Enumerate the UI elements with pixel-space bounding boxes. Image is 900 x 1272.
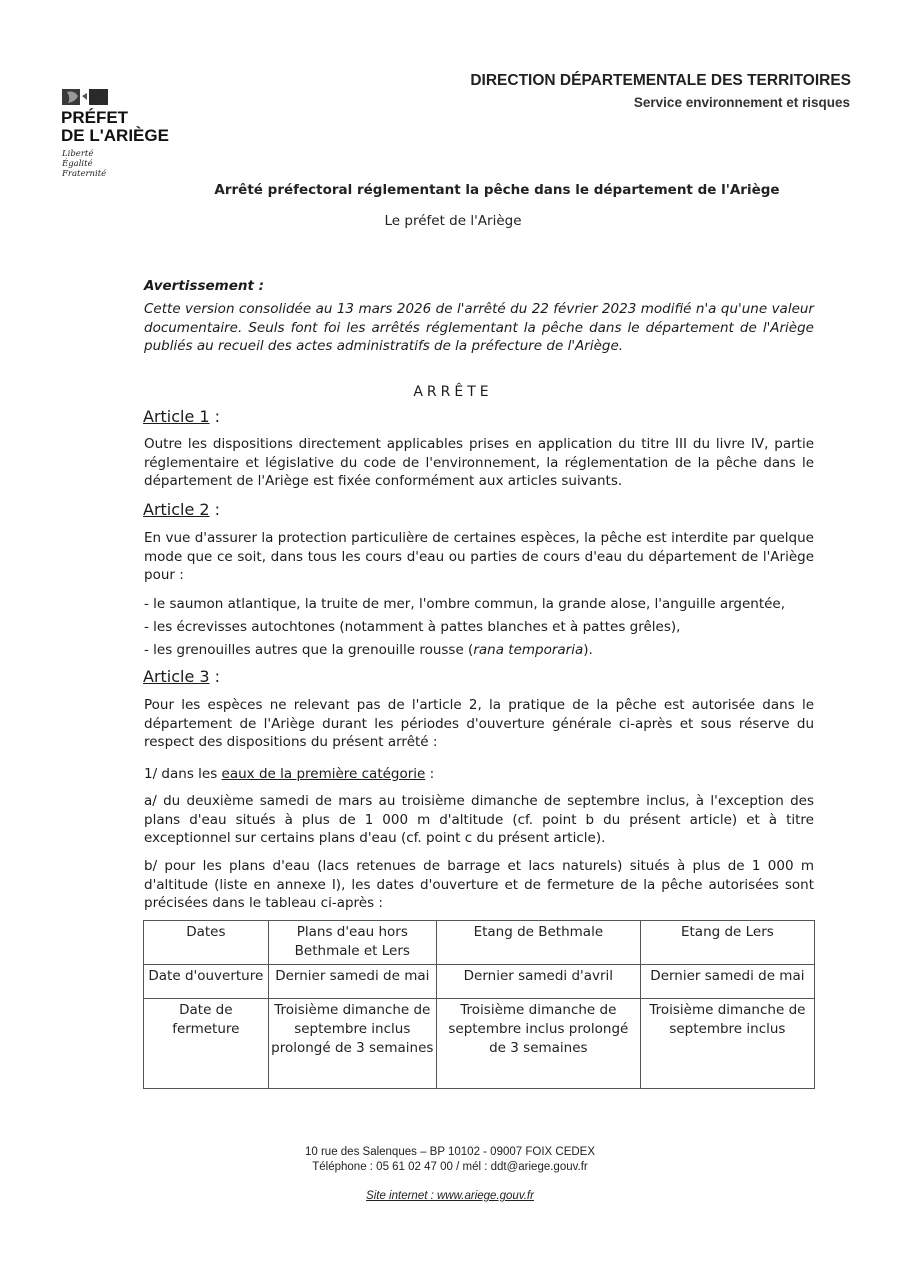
article-2-item-1: - le saumon atlantique, la truite de mer, l'ombre commun, la grande alose, l'anguille argentée, [144,596,786,612]
motto-fraternite: Fraternité [62,169,107,179]
prefet-logo-name [61,109,169,145]
table-cell: Dernier samedi d'avril [436,965,640,999]
table-cell: Date d'ouverture [144,965,269,999]
footer-website-link[interactable]: Site internet : www.ariege.gouv.fr [366,1190,534,1202]
article-2-colon: : [209,500,221,519]
arrete-heading: ARRÊTE [413,384,493,400]
item-3-pre: - les grenouilles autres que la grenouille rousse ( [144,642,474,658]
warning-text: Cette version consolidée au 13 mars 2026 de l'arrêté du 22 février 2023 modifié n'a qu'une valeur documentaire. Seuls font foi les arrêtés réglementant la pêche dans le département de l'Ariège publiés au recueil des actes administratifs de la préfecture de l'Ariège. [144,301,814,354]
logo-name-line1: PRÉFET [61,108,129,127]
table-header-row [144,921,815,965]
point-1-pre: 1/ dans les [144,766,222,782]
article-3-label: Article 3 [143,667,210,686]
article-2-intro: En vue d'assurer la protection particulière de certaines espèces, la pêche est interdite par quelque mode que ce soit, dans tous les cours d'eau ou parties de cours d'eau du département de l'Ariège pour : [144,530,814,583]
republic-motto [62,149,106,179]
article-1-heading [143,408,220,426]
direction-heading: DIRECTION DÉPARTEMENTALE DES TERRITOIRES [470,72,851,89]
footer-address: 10 rue des Salenques – BP 10102 - 09007 FOIX CEDEX [304,1146,596,1158]
article-3-colon: : [209,667,221,686]
table-header-cell: Plans d'eau hors Bethmale et Lers [268,921,436,965]
footer-contact: Téléphone : 05 61 02 47 00 / mél : ddt@ariege.gouv.fr [312,1161,588,1173]
article-2-heading [143,501,220,519]
point-1-category: eaux de la première catégorie [221,766,426,782]
table-row [144,999,815,1089]
table-header-cell: Dates [144,921,269,965]
article-1-colon: : [209,407,221,426]
point-1-post: : [425,766,435,782]
motto-liberte: Liberté [62,149,94,159]
article-3-point-a: a/ du deuxième samedi de mars au troisième dimanche de septembre inclus, à l'exception des plans d'eau situés à plus de 1 000 m d'altitude (cf. point b du présent article) et à titre exceptionnel sur certains plans d'eau (cf. point c du présent article). [144,793,814,846]
document-title: Arrêté préfectoral réglementant la pêche dans le département de l'Ariège [214,182,780,198]
article-3-intro: Pour les espèces ne relevant pas de l'article 2, la pratique de la pêche est autorisée dans le département de l'Ariège durant les périodes d'ouverture générale ci-après et sous réserve du respect des dispositions du présent arrêté : [144,697,814,750]
article-1-text: Outre les dispositions directement applicables prises en application du titre III du livre IV, partie réglementaire et législative du code de l'environnement, la réglementation de la pêche dans le département de l'Ariège est fixée conformément aux articles suivants. [144,436,814,489]
marianne-logo-icon [62,88,108,106]
motto-egalite: Égalité [62,159,93,169]
warning-title: Avertissement : [144,278,265,294]
table-row [144,965,815,999]
prefect-line: Le préfet de l'Ariège [384,213,522,229]
item-3-species: rana temporaria [473,642,584,658]
article-3-point-1 [144,765,434,784]
article-3-heading [143,668,220,686]
article-2-label: Article 2 [143,500,210,519]
table-cell: Dernier samedi de mai [640,965,814,999]
table-cell: Troisième dimanche de septembre inclus [640,999,814,1089]
table-cell: Date de fermeture [144,999,269,1089]
table-cell: Dernier samedi de mai [268,965,436,999]
service-heading: Service environnement et risques [633,95,850,110]
article-3-point-b: b/ pour les plans d'eau (lacs retenues de barrage et lacs naturels) situés à plus de 1 000 m d'altitude (liste en annexe I), les dates d'ouverture et de fermeture de la pêche autorisées sont précisées dans le tableau ci-après : [144,858,814,911]
article-2-item-2: - les écrevisses autochtones (notamment à pattes blanches et à pattes grêles), [144,619,681,635]
table-header-cell: Etang de Bethmale [436,921,640,965]
logo-name-line2: DE L'ARIÈGE [61,126,169,145]
table-cell: Troisième dimanche de septembre inclus prolongé de 3 semaines [268,999,436,1089]
article-2-item-3 [144,641,593,660]
dates-table [143,920,815,1089]
table-cell: Troisième dimanche de septembre inclus prolongé de 3 semaines [436,999,640,1089]
article-1-label: Article 1 [143,407,210,426]
item-3-post: ). [583,642,593,658]
table-header-cell: Etang de Lers [640,921,814,965]
